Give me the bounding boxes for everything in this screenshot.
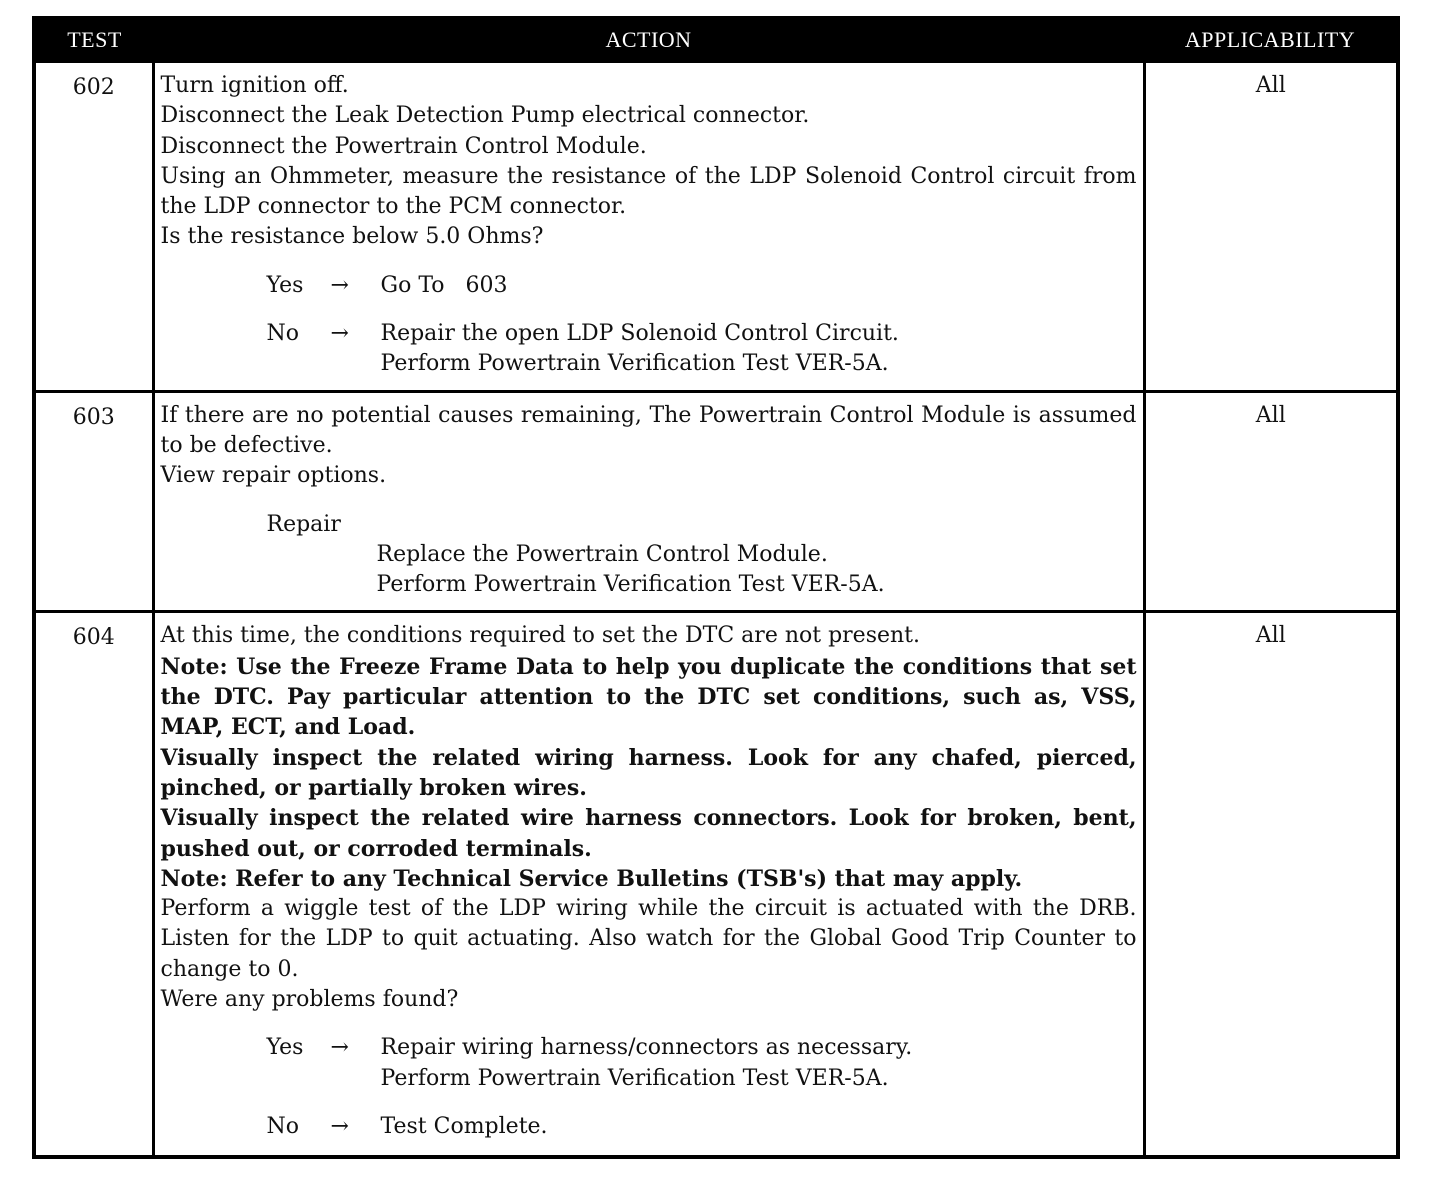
yes-branch — [161, 271, 1137, 301]
no-branch — [161, 1112, 1137, 1142]
arrow-icon: → — [330, 1035, 349, 1061]
no-action-line: Repair the open LDP Solenoid Control Circuit. — [380, 321, 899, 347]
no-branch — [161, 319, 1137, 380]
table-row — [34, 391, 1398, 612]
action-line: Perform a wiggle test of the LDP wiring while the circuit is actuated with the DRB. Listen for the LDP to quit actuating. Also watch for the Global Good Trip Counter to change to 0. — [160, 896, 1137, 982]
yes-action: Go To 603 — [380, 272, 508, 298]
action-line: Disconnect the Leak Detection Pump electrical connector. — [160, 103, 810, 129]
repair-label: Repair — [266, 511, 341, 537]
header-test: TEST — [34, 18, 153, 62]
no-action: Test Complete. — [380, 1113, 548, 1139]
repair-line: Replace the Powertrain Control Module. — [376, 541, 828, 567]
repair-options — [377, 540, 1137, 601]
action-cell — [153, 62, 1144, 392]
no-action — [381, 319, 1137, 380]
no-action-line: Perform Powertrain Verification Test VER-5A. — [380, 351, 889, 377]
header-applicability: APPLICABILITY — [1144, 18, 1398, 62]
applicability: All — [1144, 391, 1398, 612]
inspect-line: Visually inspect the related wire harness connectors. Look for broken, bent, pushed out, or corroded terminals. — [160, 805, 1137, 862]
action-line: Disconnect the Powertrain Control Module. — [160, 133, 647, 159]
applicability: All — [1144, 612, 1398, 1157]
test-number: 603 — [34, 391, 153, 612]
yes-action-line: Repair wiring harness/connectors as necessary. — [380, 1035, 913, 1061]
no-label: No — [266, 321, 299, 347]
note-line: Note: Use the Freeze Frame Data to help you duplicate the conditions that set the DTC. Pay particular attention to the DTC set conditions, such as, VSS, MAP, ECT, and Load. — [160, 653, 1137, 741]
yes-label: Yes — [266, 272, 304, 298]
action-line: View repair options. — [160, 463, 387, 489]
test-number: 602 — [34, 62, 153, 392]
yes-label: Yes — [266, 1035, 304, 1061]
arrow-icon: → — [330, 1113, 349, 1139]
table-row — [34, 612, 1398, 1157]
yes-branch — [161, 1033, 1137, 1094]
header-action: ACTION — [153, 18, 1144, 62]
arrow-icon: → — [330, 272, 349, 298]
yes-action-line: Perform Powertrain Verification Test VER-5A. — [380, 1065, 889, 1091]
action-line: Is the resistance below 5.0 Ohms? — [160, 224, 544, 250]
table-header-row — [34, 18, 1398, 62]
applicability: All — [1144, 62, 1398, 392]
test-number: 604 — [34, 612, 153, 1157]
table-row — [34, 62, 1398, 392]
action-line: Turn ignition off. — [160, 73, 349, 98]
action-line: Using an Ohmmeter, measure the resistance of the LDP Solenoid Control circuit from the LDP connector to the PCM connector. — [160, 163, 1137, 220]
note-line: Note: Refer to any Technical Service Bulletins (TSB's) that may apply. — [160, 865, 1023, 892]
yes-action — [381, 1033, 1137, 1094]
repair-line: Perform Powertrain Verification Test VER-5A. — [376, 572, 885, 598]
action-line: Were any problems found? — [160, 987, 459, 1013]
arrow-icon: → — [330, 321, 349, 347]
action-cell — [153, 391, 1144, 612]
action-cell — [153, 612, 1144, 1157]
action-line: If there are no potential causes remaining, The Powertrain Control Module is assumed to be defective. — [160, 402, 1137, 458]
action-line: At this time, the conditions required to set the DTC are not present. — [160, 623, 921, 649]
inspect-line: Visually inspect the related wiring harness. Look for any chafed, pierced, pinched, or partially broken wires. — [160, 744, 1137, 801]
no-label: No — [266, 1113, 299, 1139]
diagnostic-test-table — [32, 16, 1400, 1159]
